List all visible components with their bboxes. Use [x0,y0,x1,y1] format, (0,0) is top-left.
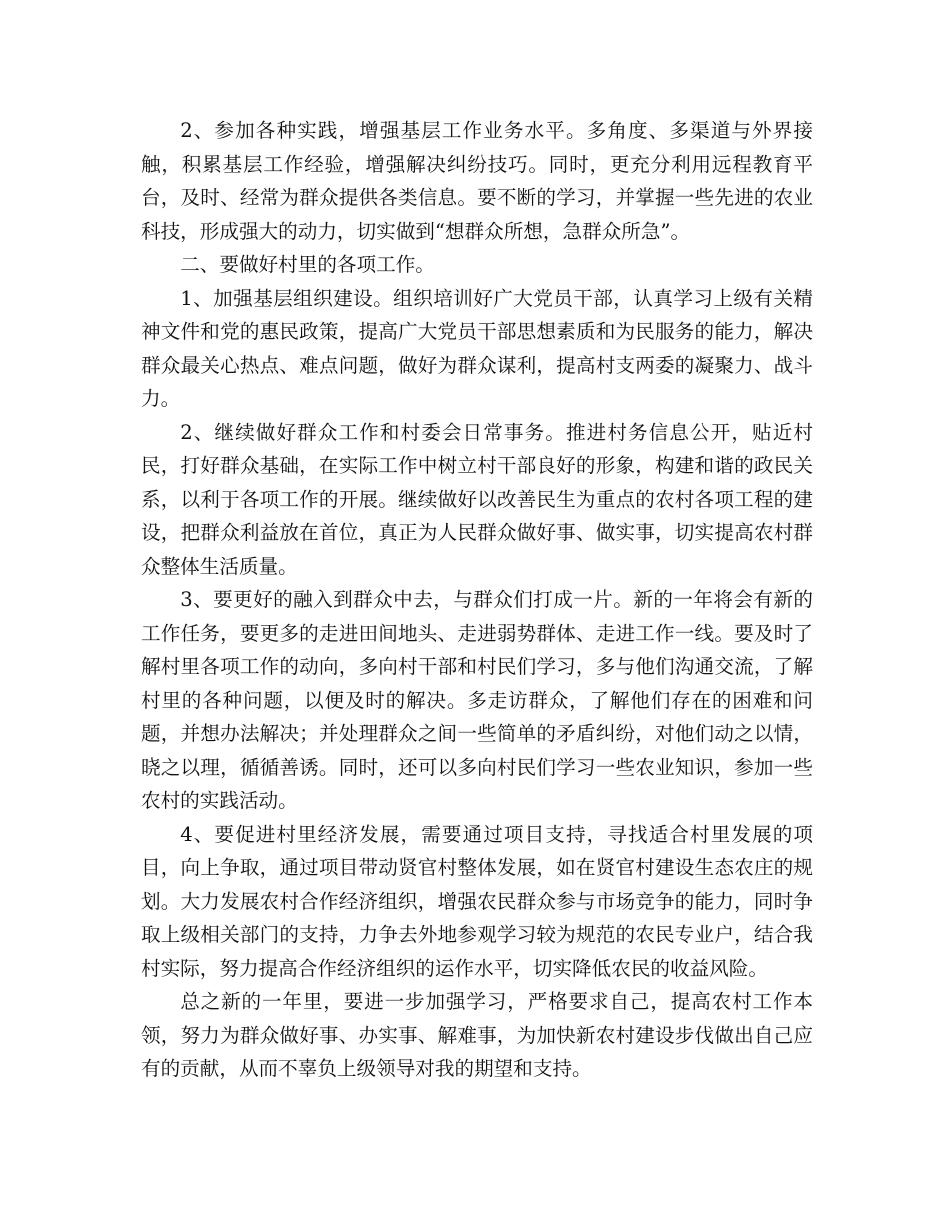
section-heading-village-work: 二、要做好村里的各项工作。 [180,253,435,276]
document-body [141,114,813,1086]
paragraph-economy: 4、要促进村里经济发展，需要通过项目支持，寻找适合村里发展的项目，向上争取，通过项目带动贤官村整体发展，如在贤官村建设生态农庄的规划。大力发展农村合作经济组织，增强农民群众参与市场竞争的能力，同时争取上级相关部门的支持，力争去外地参观学习较为规范的农民专业户，结合我村实际，努力提高合作经济组织的运作水平，切实降低农民的收益风险。 [141,822,813,980]
paragraph-mass-work: 2、继续做好群众工作和村委会日常事务。推进村务信息公开，贴近村民，打好群众基础，在实际工作中树立村干部良好的形象，构建和谐的政民关系，以利于各项工作的开展。继续做好以改善民生为重点的农村各项工程的建设，把群众利益放在首位，真正为人民群众做好事、做实事，切实提高农村群众整体生活质量。 [141,420,813,578]
paragraph-conclusion: 总之新的一年里，要进一步加强学习，严格要求自己，提高农村工作本领，努力为群众做好事、办实事、解难事，为加快新农村建设步伐做出自己应有的贡献，从而不辜负上级领导对我的期望和支持。 [141,990,813,1080]
paragraph-practice: 2、参加各种实践，增强基层工作业务水平。多角度、多渠道与外界接触，积累基层工作经验，增强解决纠纷技巧。同时，更充分利用远程教育平台，及时、经常为群众提供各类信息。要不断的学习，并掌握一些先进的农业科技，形成强大的动力，切实做到“想群众所想，急群众所急”。 [141,119,813,243]
paragraph-organization: 1、加强基层组织建设。组织培训好广大党员干部，认真学习上级有关精神文件和党的惠民政策，提高广大党员干部思想素质和为民服务的能力，解决群众最关心热点、难点问题，做好为群众谋利，提高村支两委的凝聚力、战斗力。 [141,286,813,410]
paragraph-integrate: 3、要更好的融入到群众中去，与群众们打成一片。新的一年将会有新的工作任务，要更多的走进田间地头、走进弱势群体、走进工作一线。要及时了解村里各项工作的动向，多向村干部和村民们学习，多与他们沟通交流，了解村里的各种问题，以便及时的解决。多走访群众，了解他们存在的困难和问题，并想办法解决；并处理群众之间一些简单的矛盾纠纷，对他们动之以情，晓之以理，循循善诱。同时，还可以多向村民们学习一些农业知识，参加一些农村的实践活动。 [141,588,813,812]
